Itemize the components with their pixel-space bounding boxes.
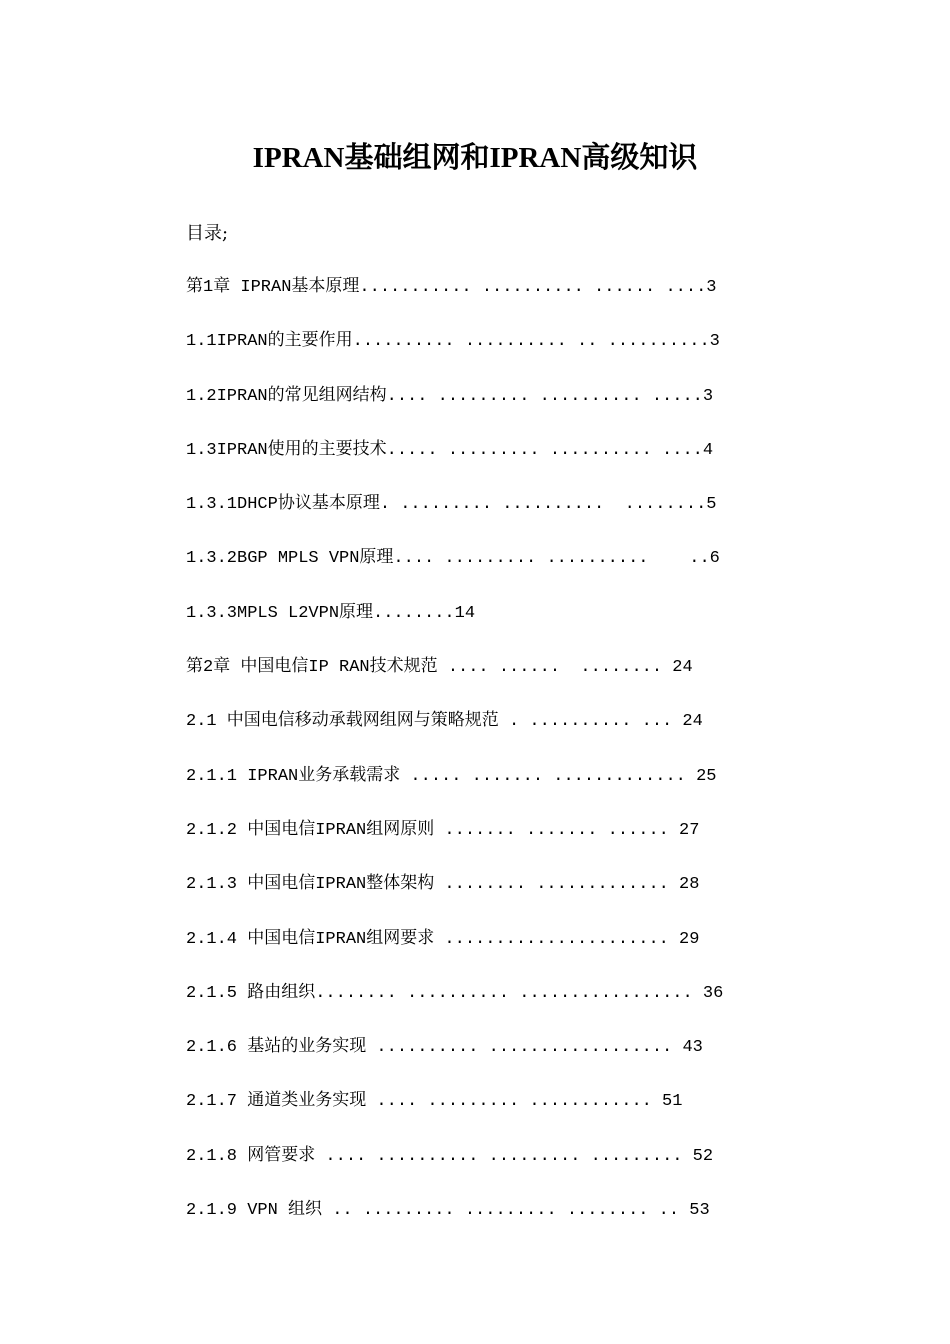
- table-of-contents: [186, 275, 723, 1252]
- toc-entry-2-1-4[interactable]: 2.1.4 中国电信IPRAN组网要求 ...................... 29: [186, 929, 700, 949]
- toc-entry-chapter-2[interactable]: 第2章 中国电信IP RAN技术规范 .... ...... ........ 24: [186, 658, 693, 678]
- toc-entry-2-1-1[interactable]: 2.1.1 IPRAN业务承载需求 ..... ....... ............. 25: [186, 766, 717, 786]
- toc-entry-2-1-3[interactable]: 2.1.3 中国电信IPRAN整体架构 ........ ............. 28: [186, 875, 700, 895]
- toc-entry-1-3-3[interactable]: 1.3.3MPLS L2VPN原理........14: [186, 603, 476, 623]
- toc-entry-1-3-2[interactable]: 1.3.2BGP MPLS VPN原理.... ......... .......... ..6: [186, 549, 720, 569]
- toc-entry-2-1-5[interactable]: 2.1.5 路由组织........ .......... ................. 36: [186, 983, 724, 1003]
- toc-entry-1-2[interactable]: 1.2IPRAN的常见组网结构.... ......... .......... .....3: [186, 386, 714, 406]
- toc-entry-2-1-6[interactable]: 2.1.6 基站的业务实现 .......... .................. 43: [186, 1038, 703, 1058]
- toc-entry-1-3[interactable]: 1.3IPRAN使用的主要技术..... ......... .......... ....4: [186, 440, 714, 460]
- document-title: IPRAN基础组网和IPRAN高级知识: [252, 142, 698, 174]
- toc-entry-2-1-7[interactable]: 2.1.7 通道类业务实现 .... ......... ............ 51: [186, 1092, 683, 1112]
- toc-entry-2-1-8[interactable]: 2.1.8 网管要求 .... .......... ......... ......... 52: [186, 1146, 714, 1166]
- toc-entry-1-1[interactable]: 1.1IPRAN的主要作用.......... .......... .. ..........3: [186, 332, 720, 352]
- toc-heading: 目录;: [186, 223, 229, 244]
- toc-entry-1-3-1[interactable]: 1.3.1DHCP协议基本原理. ......... .......... ........5: [186, 495, 717, 515]
- toc-entry-2-1-9[interactable]: 2.1.9 VPN 组织 .. ......... ......... ........ .. 53: [186, 1201, 710, 1221]
- toc-entry-2-1-2[interactable]: 2.1.2 中国电信IPRAN组网原则 ....... ....... ...... 27: [186, 820, 700, 840]
- toc-entry-chapter-1[interactable]: 第1章 IPRAN基本原理........... .......... ...... ....3: [186, 278, 717, 297]
- toc-entry-2-1[interactable]: 2.1 中国电信移动承载网组网与策略规范 . .......... ... 24: [186, 712, 703, 732]
